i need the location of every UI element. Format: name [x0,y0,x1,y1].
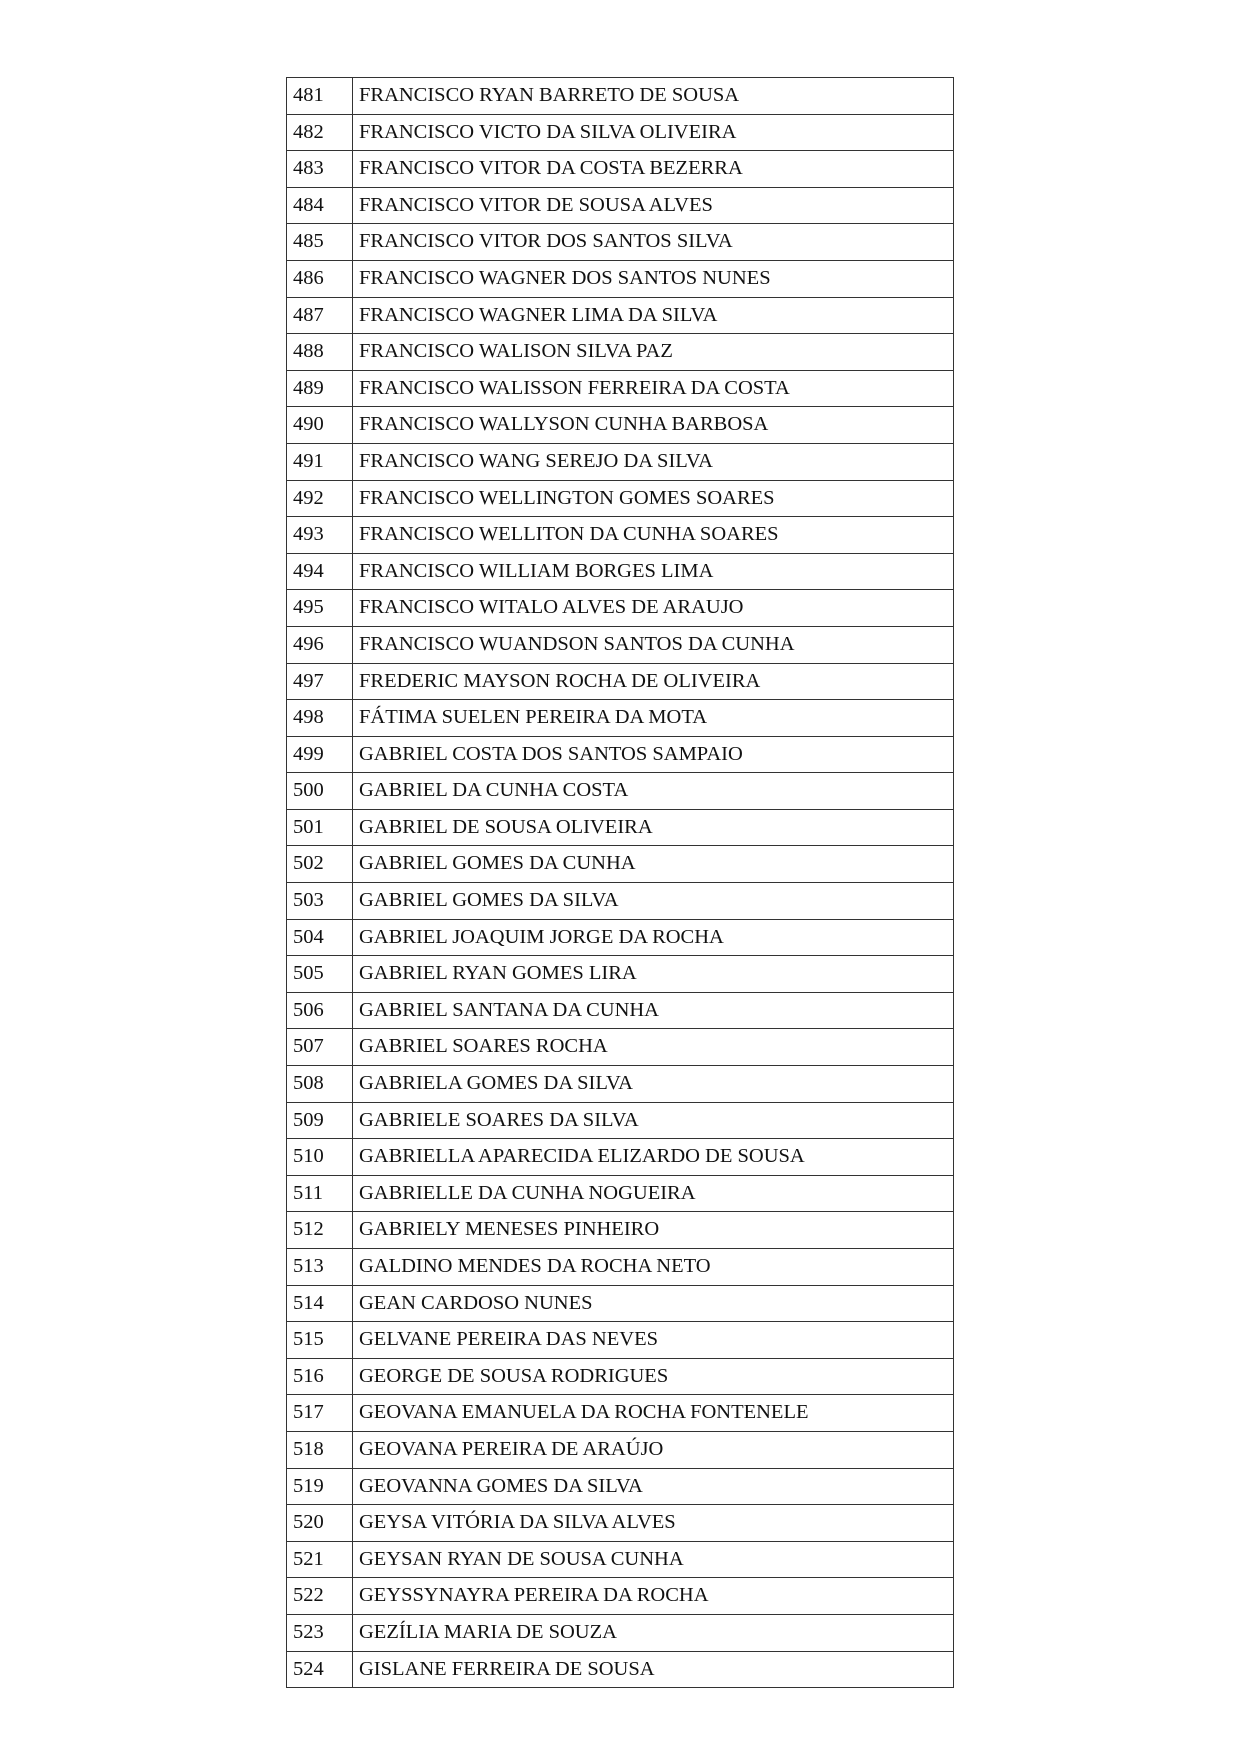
row-name: GEOVANA PEREIRA DE ARAÚJO [353,1431,954,1468]
table-row [287,1175,954,1212]
row-name: GEYSAN RYAN DE SOUSA CUNHA [353,1541,954,1578]
row-name: FRANCISCO VITOR DOS SANTOS SILVA [353,224,954,261]
table-row [287,846,954,883]
table-row [287,480,954,517]
row-name: FRANCISCO WAGNER DOS SANTOS NUNES [353,260,954,297]
row-number: 496 [287,626,353,663]
table-row [287,297,954,334]
row-number: 507 [287,1029,353,1066]
row-name: FRANCISCO WILLIAM BORGES LIMA [353,553,954,590]
row-number: 508 [287,1066,353,1103]
row-name: GEYSSYNAYRA PEREIRA DA ROCHA [353,1578,954,1615]
table-row [287,224,954,261]
table-row [287,809,954,846]
row-name: GABRIELE SOARES DA SILVA [353,1102,954,1139]
row-name: FRANCISCO WUANDSON SANTOS DA CUNHA [353,626,954,663]
row-name: GELVANE PEREIRA DAS NEVES [353,1322,954,1359]
row-name: GEAN CARDOSO NUNES [353,1285,954,1322]
row-name: GABRIEL GOMES DA SILVA [353,883,954,920]
row-name: FRANCISCO WELLITON DA CUNHA SOARES [353,517,954,554]
table-row [287,370,954,407]
table-row [287,1505,954,1542]
row-name: FRANCISCO WELLINGTON GOMES SOARES [353,480,954,517]
row-name: GEOVANA EMANUELA DA ROCHA FONTENELE [353,1395,954,1432]
row-number: 524 [287,1651,353,1688]
table-row [287,553,954,590]
row-name: GEORGE DE SOUSA RODRIGUES [353,1358,954,1395]
table-row [287,1322,954,1359]
row-name: GEOVANNA GOMES DA SILVA [353,1468,954,1505]
row-number: 499 [287,736,353,773]
row-number: 485 [287,224,353,261]
row-name: FRANCISCO WANG SEREJO DA SILVA [353,443,954,480]
table-row [287,1139,954,1176]
row-name: FRANCISCO WALLYSON CUNHA BARBOSA [353,407,954,444]
row-number: 516 [287,1358,353,1395]
row-number: 498 [287,700,353,737]
table-row [287,1431,954,1468]
names-table [286,77,954,1688]
row-name: GABRIEL RYAN GOMES LIRA [353,956,954,993]
row-name: GABRIEL COSTA DOS SANTOS SAMPAIO [353,736,954,773]
names-table-body [287,78,954,1688]
row-name: GABRIELA GOMES DA SILVA [353,1066,954,1103]
table-row [287,114,954,151]
row-number: 504 [287,919,353,956]
row-number: 482 [287,114,353,151]
table-row [287,773,954,810]
row-number: 521 [287,1541,353,1578]
table-row [287,517,954,554]
table-row [287,1212,954,1249]
row-number: 511 [287,1175,353,1212]
row-number: 506 [287,992,353,1029]
table-row [287,590,954,627]
row-name: GABRIEL DE SOUSA OLIVEIRA [353,809,954,846]
row-number: 493 [287,517,353,554]
table-row [287,1029,954,1066]
row-name: GEYSA VITÓRIA DA SILVA ALVES [353,1505,954,1542]
table-row [287,1358,954,1395]
table-row [287,1651,954,1688]
row-number: 518 [287,1431,353,1468]
row-name: GABRIEL SOARES ROCHA [353,1029,954,1066]
table-row [287,1395,954,1432]
row-number: 512 [287,1212,353,1249]
table-row [287,736,954,773]
table-row [287,407,954,444]
row-number: 505 [287,956,353,993]
row-number: 497 [287,663,353,700]
row-name: FRANCISCO VICTO DA SILVA OLIVEIRA [353,114,954,151]
row-name: FRANCISCO VITOR DA COSTA BEZERRA [353,151,954,188]
table-row [287,919,954,956]
row-number: 489 [287,370,353,407]
row-number: 514 [287,1285,353,1322]
row-number: 481 [287,78,353,115]
table-row [287,1468,954,1505]
table-row [287,1249,954,1286]
table-row [287,1578,954,1615]
row-number: 501 [287,809,353,846]
row-number: 484 [287,187,353,224]
row-name: FRANCISCO VITOR DE SOUSA ALVES [353,187,954,224]
row-number: 513 [287,1249,353,1286]
row-number: 490 [287,407,353,444]
row-name: GABRIELLA APARECIDA ELIZARDO DE SOUSA [353,1139,954,1176]
row-number: 519 [287,1468,353,1505]
row-number: 522 [287,1578,353,1615]
row-name: GABRIEL DA CUNHA COSTA [353,773,954,810]
table-row [287,151,954,188]
row-number: 483 [287,151,353,188]
row-name: GABRIEL GOMES DA CUNHA [353,846,954,883]
row-number: 515 [287,1322,353,1359]
table-row [287,1102,954,1139]
row-number: 502 [287,846,353,883]
table-row [287,626,954,663]
row-number: 491 [287,443,353,480]
row-number: 495 [287,590,353,627]
table-row [287,883,954,920]
table-row [287,78,954,115]
row-name: GALDINO MENDES DA ROCHA NETO [353,1249,954,1286]
row-name: FRANCISCO WALISSON FERREIRA DA COSTA [353,370,954,407]
row-number: 486 [287,260,353,297]
row-number: 523 [287,1614,353,1651]
table-row [287,663,954,700]
row-name: FREDERIC MAYSON ROCHA DE OLIVEIRA [353,663,954,700]
table-row [287,992,954,1029]
row-number: 488 [287,334,353,371]
table-row [287,1541,954,1578]
row-number: 492 [287,480,353,517]
table-row [287,1614,954,1651]
row-name: FRANCISCO WITALO ALVES DE ARAUJO [353,590,954,627]
table-row [287,1066,954,1103]
row-name: GEZÍLIA MARIA DE SOUZA [353,1614,954,1651]
row-number: 510 [287,1139,353,1176]
table-row [287,443,954,480]
table-row [287,956,954,993]
row-number: 520 [287,1505,353,1542]
row-name: GABRIELY MENESES PINHEIRO [353,1212,954,1249]
row-name: FRANCISCO WALISON SILVA PAZ [353,334,954,371]
row-name: FRANCISCO RYAN BARRETO DE SOUSA [353,78,954,115]
row-name: GABRIELLE DA CUNHA NOGUEIRA [353,1175,954,1212]
row-number: 494 [287,553,353,590]
table-row [287,334,954,371]
row-name: GABRIEL SANTANA DA CUNHA [353,992,954,1029]
row-number: 509 [287,1102,353,1139]
row-number: 503 [287,883,353,920]
table-row [287,260,954,297]
row-name: FRANCISCO WAGNER LIMA DA SILVA [353,297,954,334]
table-row [287,187,954,224]
table-row [287,700,954,737]
table-row [287,1285,954,1322]
row-number: 487 [287,297,353,334]
row-number: 500 [287,773,353,810]
row-number: 517 [287,1395,353,1432]
row-name: FÁTIMA SUELEN PEREIRA DA MOTA [353,700,954,737]
row-name: GISLANE FERREIRA DE SOUSA [353,1651,954,1688]
row-name: GABRIEL JOAQUIM JORGE DA ROCHA [353,919,954,956]
